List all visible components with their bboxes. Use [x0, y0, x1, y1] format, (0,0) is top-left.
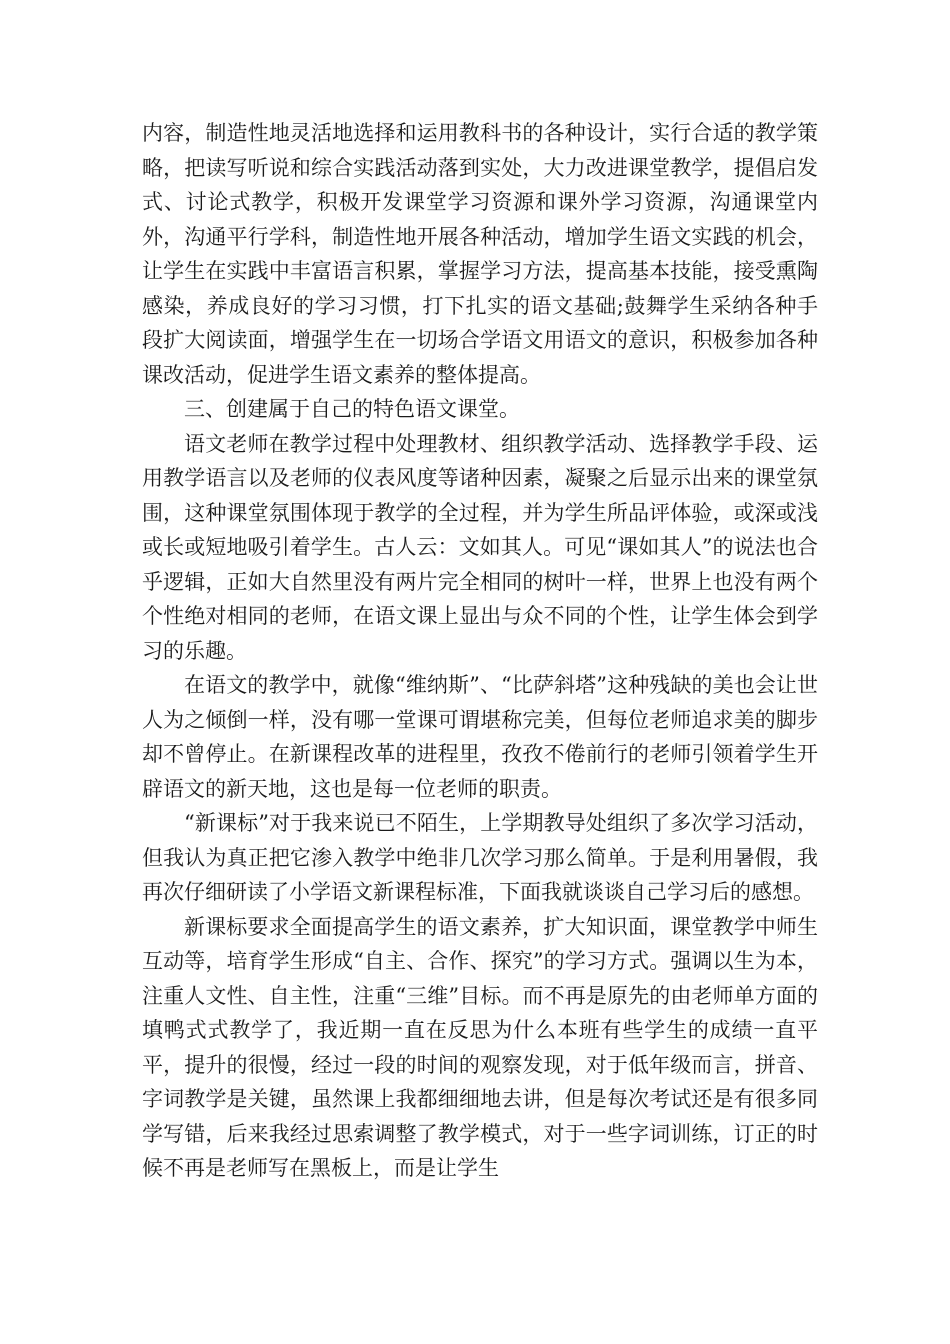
section-heading: 三、创建属于自己的特色语文课堂。 [184, 397, 520, 421]
paragraph: 新课标要求全面提高学生的语文素养，扩大知识面，课堂教学中师生互动等，培育学生形成“自主、合作、探究”的学习方式。强调以生为本，注重人文性、自主性，注重“三维”目标。而不再是原先的由老师单方面的填鸭式式教学了，我近期一直在反思为什么本班有些学生的成绩一直平平，提升的很慢，经过一段的时间的观察发现，对于低年级而言，拼音、字词教学是关键，虽然课上我都细细地去讲，但是每次考试还是有很多同学写错，后来我经过思索调整了教学模式，对于一些字词训练，订正的时候不再是老师写在黑板上，而是让学生 [142, 914, 818, 1180]
paragraph-continued: 内容，制造性地灵活地选择和运用教科书的各种设计，实行合适的教学策略，把读写听说和综合实践活动落到实处，大力改进课堂教学，提倡启发式、讨论式教学，积极开发课堂学习资源和课外学习资源，沟通课堂内外，沟通平行学科，制造性地开展各种活动，增加学生语文实践的机会，让学生在实践中丰富语言积累，掌握学习方法，提高基本技能，接受熏陶感染，养成良好的学习习惯，打下扎实的语文基础;鼓舞学生采纳各种手段扩大阅读面，增强学生在一切场合学语文用语文的意识，积极参加各种课改活动，促进学生语文素养的整体提高。 [142, 121, 818, 387]
document-page [142, 116, 818, 1186]
paragraph: 在语文的教学中，就像“维纳斯”、“比萨斜塔”这种残缺的美也会让世人为之倾倒一样，没有哪一堂课可谓堪称完美，但每位老师追求美的脚步却不曾停止。在新课程改革的进程里，孜孜不倦前行的老师引领着学生开辟语文的新天地，这也是每一位老师的职责。 [142, 673, 818, 801]
paragraph: “新课标”对于我来说已不陌生，上学期教导处组织了多次学习活动，但我认为真正把它渗入教学中绝非几次学习那么简单。于是利用暑假，我再次仔细研读了小学语文新课程标准，下面我就谈谈自己学习后的感想。 [142, 811, 818, 904]
paragraph: 语文老师在教学过程中处理教材、组织教学活动、选择教学手段、运用教学语言以及老师的仪表风度等诸种因素，凝聚之后显示出来的课堂氛围，这种课堂氛围体现于教学的全过程，并为学生所品评体验，或深或浅或长或短地吸引着学生。古人云：文如其人。可见“课如其人”的说法也合乎逻辑，正如大自然里没有两片完全相同的树叶一样，世界上也没有两个个性绝对相同的老师，在语文课上显出与众不同的个性，让学生体会到学习的乐趣。 [142, 431, 818, 663]
